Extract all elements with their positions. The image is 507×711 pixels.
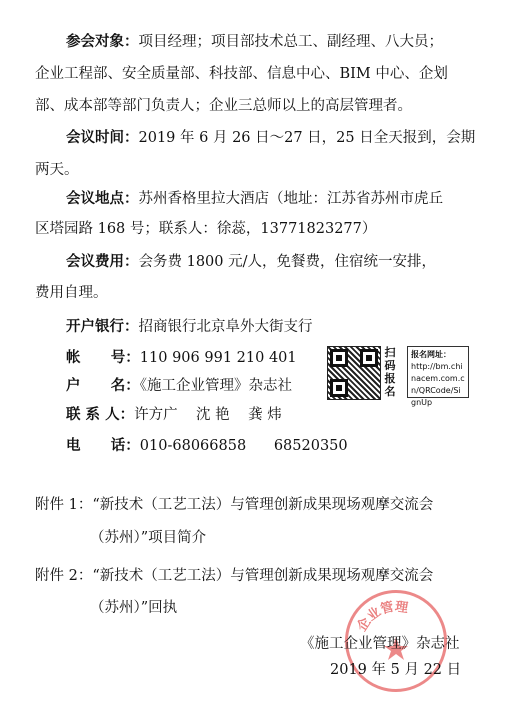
attachment-1-line-1: 附件 1：“新技术（工艺工法）与管理创新成果现场观摩交流会 [35, 497, 434, 513]
phone-value: 010-68066858 68520350 [139, 438, 348, 454]
attachment-2-line-1: 附件 2：“新技术（工艺工法）与管理创新成果现场观摩交流会 [35, 568, 434, 584]
registration-url-box[interactable] [407, 346, 469, 407]
attendees-text-1: 项目经理；项目部技术总工、副经理、八大员； [138, 34, 443, 50]
attachment-2-line-2: （苏州）”回执 [90, 600, 178, 616]
contact-label: 联 系 人： [66, 407, 135, 423]
registration-url-title: 报名网址： [411, 350, 451, 359]
seal-text: 企业管理 [354, 599, 410, 635]
attendees-line-1 [66, 32, 443, 52]
place-label: 会议地点： [66, 191, 139, 207]
time-line-1 [66, 128, 475, 148]
name-label: 户 名： [66, 378, 140, 394]
contact-line [66, 405, 282, 425]
time-text-2: 两天。 [35, 162, 79, 178]
qr-finder-tl [330, 349, 348, 367]
qr-code[interactable] [327, 346, 381, 400]
place-text-2: 区塔园路 168 号；联系人：徐蕊，13771823277） [35, 221, 377, 237]
attendees-text-2: 企业工程部、安全质量部、科技部、信息中心、BIM 中心、企划 [35, 66, 448, 82]
account-line [66, 348, 297, 368]
svg-text:企业管理 [354, 599, 410, 635]
place-line-1 [66, 189, 443, 209]
name-value: 《施工企业管理》杂志社 [139, 378, 293, 394]
fee-label: 会议费用： [66, 254, 139, 270]
time-label: 会议时间： [66, 130, 139, 146]
phone-label: 电 话： [66, 438, 140, 454]
signature-date: 2019 年 5 月 22 日 [330, 662, 462, 678]
bank-label: 开户银行： [66, 319, 139, 335]
time-text-1: 2019 年 6 月 26 日～27 日，25 日全天报到，会期 [138, 130, 476, 146]
fee-text-2: 费用自理。 [35, 285, 108, 301]
scan-to-register-text: 扫码报名 [384, 346, 396, 398]
name-line [66, 376, 292, 396]
fee-text-1: 会务费 1800 元/人，免餐费，住宿统一安排， [138, 254, 437, 270]
account-value: 110 906 991 210 401 [139, 350, 297, 366]
registration-url[interactable]: http://bm.chinacem.com.cn/QRCode/SignUp [411, 362, 465, 407]
attendees-text-3: 部、成本部等部门负责人；企业三总师以上的高层管理者。 [35, 98, 412, 114]
bank-value: 招商银行北京阜外大街支行 [138, 319, 313, 335]
attachment-1-line-2: （苏州）”项目简介 [90, 530, 207, 546]
account-label: 帐 号： [66, 350, 140, 366]
attendees-label: 参会对象： [66, 34, 139, 50]
contact-value: 许方广 沈 艳 龚 炜 [134, 407, 282, 423]
phone-line [66, 436, 348, 456]
place-text-1: 苏州香格里拉大酒店（地址：江苏省苏州市虎丘 [138, 191, 443, 207]
fee-line-1 [66, 252, 436, 272]
qr-finder-tr [360, 349, 378, 367]
qr-finder-bl [330, 379, 348, 397]
signature-org: 《施工企业管理》杂志社 [300, 636, 460, 652]
bank-line [66, 317, 313, 337]
